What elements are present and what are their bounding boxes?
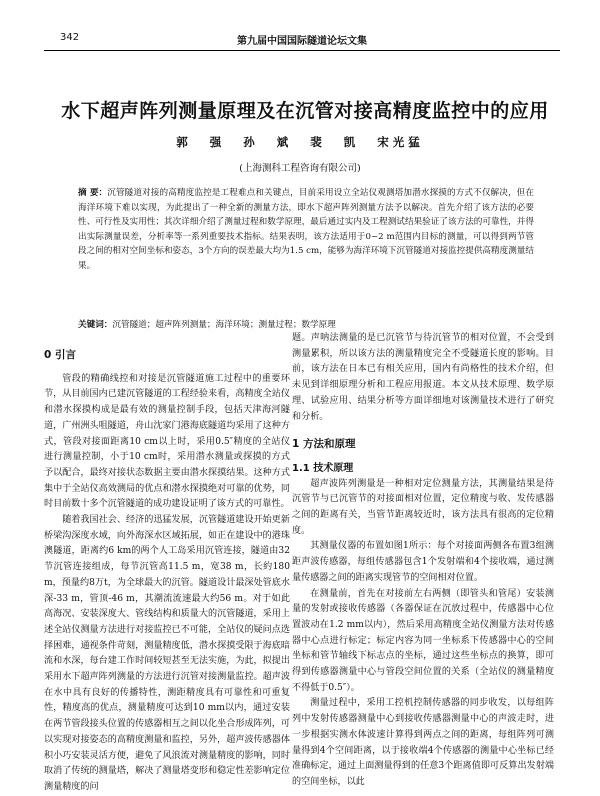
paper-title: 水下超声阵列测量原理及在沉管对接高精度监控中的应用 (61, 100, 549, 122)
section-0-heading: 0 引言 (44, 349, 76, 361)
section-0-paragraph: 随着我国社会、经济的迅猛发展，沉管隧道建设开始更新桥梁沟深度水域，向外海深水区域拓展，如正在建设中的港珠澳隧道，距离约6 km的两个人工岛采用沉管连接，隧道由32节沉管连接组成，每节沉管高11.5 m，宽38 m，长約180 m，预量约8万t，为全球最大的沉管。隧道设计最深处管底水深-33 m，管顶-46 m，其潮流流速最大约56 m。对于如此高海况、安装深度大、管线结构和质量大的沉管隧道，采用上述全站仪测量方法进行对接监控已不可能，全站仪的疑问点选择困难，通视条件苛刻，测量精度低，潜水探摸受限于海底暗流和水深，每台建工作时间较短甚至无法实施，为此，拟提出采用水下超声阵列测量的方法进行沉管对接测量监控。超声波在水中具有良好的传播特性，测距精度具有可靠性和可重复性，精度高的优点，测量精度可达到10 mm以内，通过安装在两节管段接头位置的传感器相互之间以化坐合形成阵列，可以实现对接姿态的高精度测量和监控，另外，超声波传感器体积小巧安装灵活方便，避免了风浪流对测量精度的影响，同时取消了传统的测量塔，解决了测量塔变形和稳定性差影响定位测量精度的问 (44, 515, 290, 792)
abstract-label: 摘 要： (78, 188, 108, 198)
intro-continuation: 题。声呐法测量的是已沉管节与待沉管节的相对位置，不会受到测量累积，所以该方法的测量精度完全不受隧道长度的影响。目前，该方法在日本已有相关应用，国内有尚格性的技术介绍，但未见到详细原理分析和工程应用报道。本文从技术原理、数学原理、试验应用、结果分析等方面详细地对该测量技术进行了研究和分析。 (292, 333, 554, 422)
author-list: 郭 强 孙 斌 裴 凯 宋光猛 (176, 135, 424, 149)
left-column (44, 348, 290, 796)
section-1-paragraph: 测量过程中，采用工控机控制传感器的同步收发，以每组阵列中发射传感器测量中心到接收传感器测量中心的声波走时，进一步根据实测水体波速计算得到两点之间的距离，每组阵列可测量得到4个空间距离，以于接收端4个传感器的测量中心坐标已经准确标定，通过上面测量得到的任意3个距离值即可反算出发射端的空间坐标，以此 (292, 698, 554, 787)
running-title: 第九届中国国际隧道论坛文集 (237, 36, 367, 47)
abstract (78, 186, 534, 274)
affiliation: (上海测科工程咨询有限公司) (239, 163, 361, 174)
section-1-paragraph: 在测量前，首先在对接前左右两侧（即管头和管尾）安装测量的发射或接收传感器（各器保证在沉放过程中，传感器中心位置波动在1.2 mm以内），然后采用高精度全站仪测量方法对传感器中心点进行标定；标定内容为同一坐标系下传感器中心的空间坐标和管节轴线下标志点的坐标，通过这些坐标点的换算，即可得到传感器测量中心与管段空间位置的关系（全站仪的测量精度不得低于0.5″）。 (292, 588, 554, 693)
subsection-1-1-heading: 1.1 技术原理 (292, 462, 354, 474)
section-1-paragraph: 其测量仪器的布置如图1所示：每个对接面两侧各布置3组测距声波传感器，每组传感器包含1个发射端和4个接收端，通过测量传感器之间的距离实现管节的空间相对位置。 (292, 541, 554, 583)
section-1-paragraph: 超声波阵列测量是一种相对定位测量方法，其测量结果是待沉管节与已沉管节的对接面相对位置，定位精度与收、发传感器之间的距离有关，当管节距离较近时，该方法具有很高的定位精度。 (292, 478, 554, 536)
keywords-text: 沉管隧道；超声阵列测量；海洋环境；测量过程；数学原理 (112, 320, 336, 330)
running-header (44, 30, 560, 51)
page-number: 342 (60, 32, 80, 43)
abstract-text: 沉管隧道对接的高精度监控是工程难点和关键点，目前采用设立全站仪观测塔加潜水探摸的方式不仅解决，但在海洋环境下难以实现，为此提出了一种全新的测量方法，即水下超声阵列测量方法予以解决。首先介绍了该方法的必要性、可行性及实用性；其次详细介绍了测量过程和数学原理，最后通过实内及工程测试结果验证了该方法的可靠性，并得出实际测量误差，分析率等一系列重要技术指标。结果表明，该方法适用于0~2 m范围内目标的测量，可以得到两节管段之间的相对空间坐标和姿态，3个方向的误差最大均为1.5 cm，能够为海洋环境下沉管隧道对接监控提供高精度测量结果。 (78, 188, 534, 271)
section-0-paragraph: 管段的精确线控和对接是沉管隧道施工过程中的重要环节，从目前国内已建沉管隧道的工程经验来看，高精度全站仪和潜水探摸构成是最有效的测量控制手段，包括天津海河隧道，广州洲头咀隧道，舟山沈家门港海底隧道均采用了这种方式，管段对接面距离10 cm以上时，采用0.5″精度的全站仪进行测量控制，小于10 cm时，采用潜水测量或探摸的方式予以配合，最终对接状态数据主要由潜水探摸结果。这种方式集中于全站仪高效测局的优点和潜水探摸绝对可靠的优势，同时目前数十多个沉管隧道的成功建设证明了该方式的可靠性。 (44, 373, 290, 510)
section-1-heading: 1 方法和原理 (292, 438, 356, 451)
keywords-label: 关键词： (78, 320, 113, 330)
right-column (292, 331, 554, 791)
